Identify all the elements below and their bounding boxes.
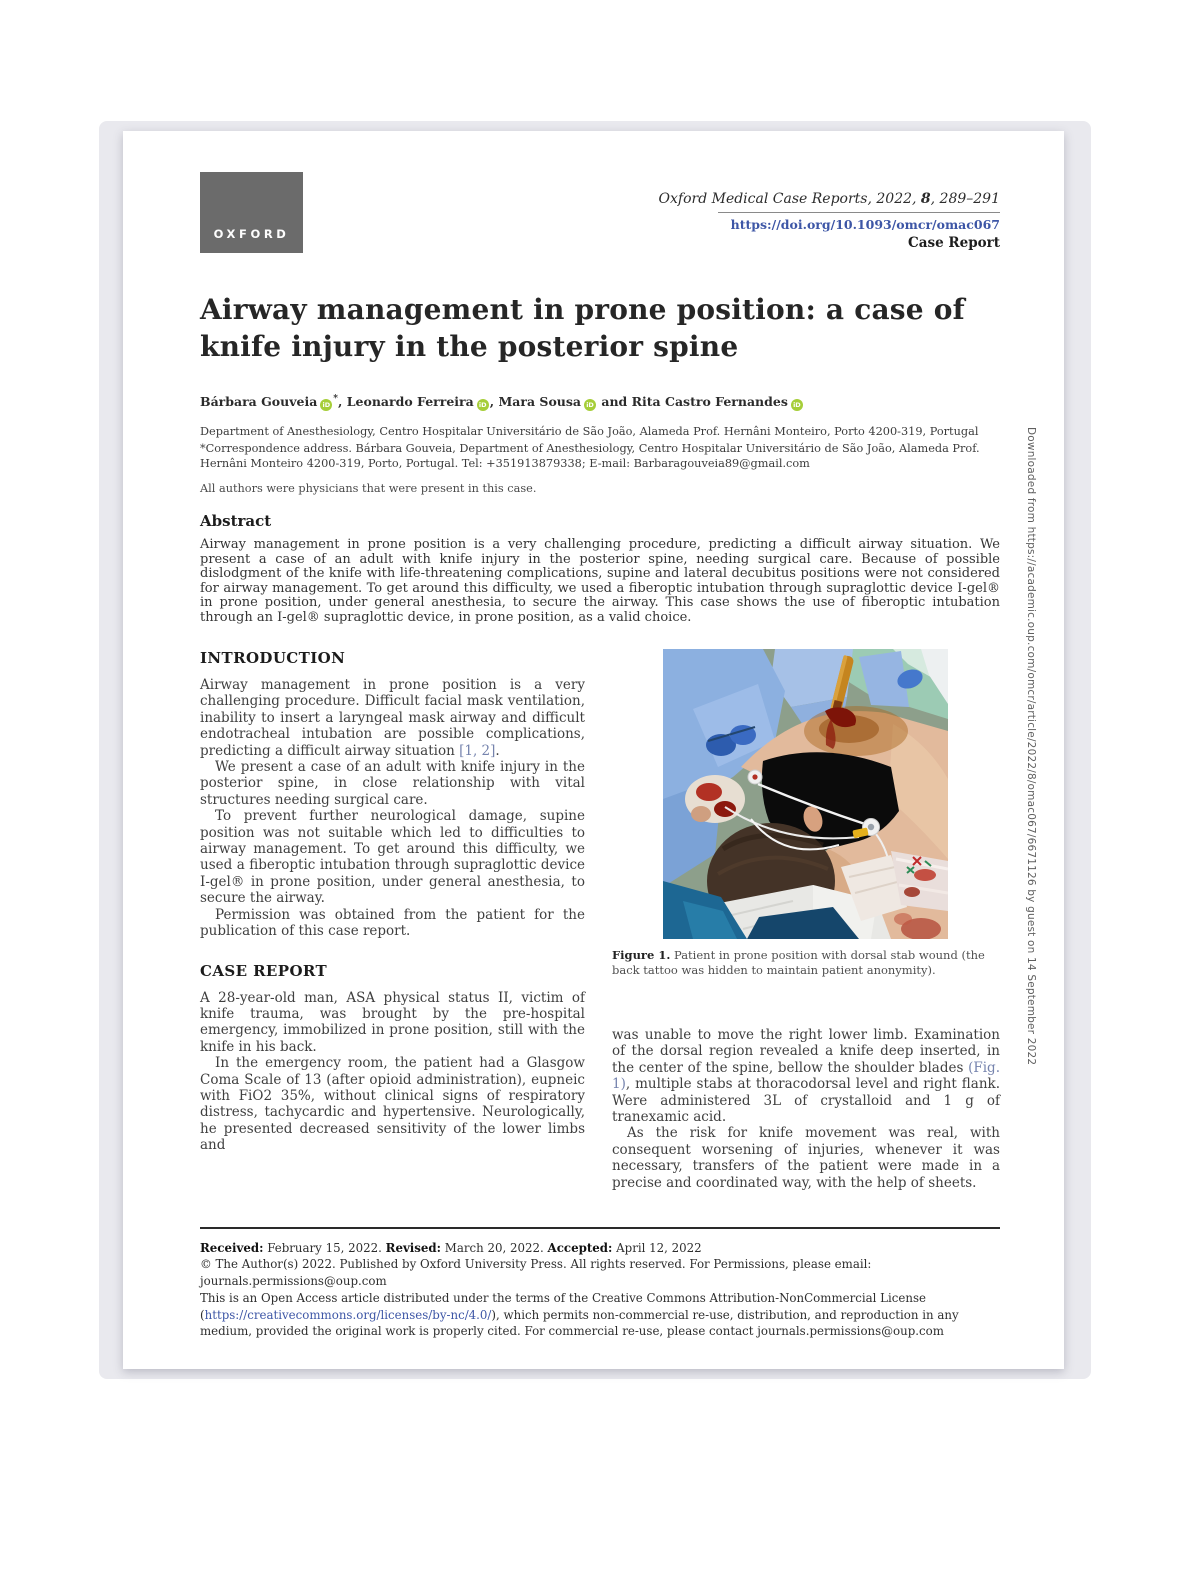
citation-divider	[718, 212, 1000, 213]
author-separator: and	[597, 394, 632, 410]
paragraph: In the emergency room, the patient had a Glasgow Coma Scale of 13 (after opioid administration), eupneic with FiO2 35%, without clinical signs of respiratory distress, tachycardic and hypertensive. Neurologically, he presented decreased sensitivity of the lower limbs and	[200, 1055, 585, 1154]
oxford-logo-text: OXFORD	[213, 227, 290, 241]
author-line	[200, 394, 1000, 411]
doi-link[interactable]: https://doi.org/10.1093/omcr/omac067	[730, 217, 1000, 232]
orcid-icon[interactable]	[584, 399, 596, 411]
paragraph: A 28-year-old man, ASA physical status II, victim of knife trauma, was brought by the pre-hospital emergency, immobilized in prone position, still with the knife in his back.	[200, 989, 585, 1055]
figure-caption-text: Patient in prone position with dorsal stab wound (the back tattoo was hidden to maintain patient anonymity).	[612, 948, 985, 977]
left-column	[200, 649, 585, 1191]
paragraph: As the risk for knife movement was real, with consequent worsening of injuries, whenever it was necessary, transfers of the patient were made in a precise and coordinated way, with the help of sheets.	[612, 1125, 1000, 1191]
figure-reference-link[interactable]: (Fig. 1)	[612, 1059, 1000, 1093]
author-note: All authors were physicians that were present in this case.	[200, 482, 537, 495]
paragraph: To prevent further neurological damage, supine position was not suitable which led to difficulties to airway management. To get around this difficulty, we used a fiberoptic intubation through supraglottic device I-gel® in prone position, under general anesthesia, to secure the airway.	[200, 808, 585, 907]
orcid-icon-label: iD	[322, 401, 331, 410]
received-label: Received:	[200, 1240, 264, 1255]
pdf-viewer-background	[99, 121, 1091, 1379]
paragraph	[612, 1027, 1000, 1125]
case-report-heading: CASE REPORT	[200, 961, 328, 980]
correspondence-mark: *	[333, 394, 339, 404]
citation-post: , 289–291	[930, 191, 1000, 207]
correspondence-address: *Correspondence address. Bárbara Gouveia, Department of Anesthesiology, Centro Hospitalar Universitário de São João, Alameda Prof. Hernâni Monteiro 4200-319, Porto, Portugal. Tel: +351913879338; E-mail: Barbaragouveia89@gmail.com	[200, 442, 980, 470]
copyright-line: © The Author(s) 2022. Published by Oxford University Press. All rights reserved. For Permissions, please email: journals.permissions@oup.com	[200, 1257, 872, 1289]
paragraph-text: .	[495, 742, 500, 759]
article-title: Airway management in prone position: a case of knife injury in the posterior spine	[200, 293, 965, 363]
received-date: February 15, 2022.	[263, 1240, 386, 1255]
citation-volume: 8	[920, 191, 931, 207]
paragraph	[200, 677, 585, 759]
author-name: Rita Castro Fernandes	[631, 394, 788, 410]
journal-citation	[580, 191, 1000, 207]
author-separator: ,	[338, 394, 347, 410]
paragraph-text: , multiple stabs at thoracodorsal level and right flank. Were administered 3L of crystalloid and 1 g of tranexamic acid.	[612, 1076, 1000, 1126]
article-footer	[200, 1227, 1000, 1340]
orcid-icon-label: iD	[793, 401, 801, 410]
accepted-label: Accepted:	[547, 1240, 613, 1255]
right-column	[612, 649, 1000, 1191]
paragraph-text: was unable to move the right lower limb. Examination of the dorsal region revealed a knife deep inserted, in the center of the spine, bellow the shoulder blades	[612, 1027, 1000, 1076]
abstract-body: Airway management in prone position is a very challenging procedure, predicting a difficult airway situation. We present a case of an adult with knife injury in the posterior spine, needing surgical care. Because of possible dislodgment of the knife with life-threatening complications, supine and lateral decubitus positions were not considered for airway management. To get around this difficulty, we used a fiberoptic intubation through supraglottic device I-gel® in prone position, under general anesthesia, to secure the airway. This case shows the use of fiberoptic intubation through an I-gel® supraglottic device, in prone position, as a valid choice.	[200, 537, 1000, 625]
license-text: This is an Open Access article distributed under the terms of the Creative Commons Attribution-NonCommercial License (	[200, 1290, 927, 1322]
accepted-date: April 12, 2022	[612, 1240, 702, 1255]
article-type-label: Case Report	[908, 235, 1000, 251]
paragraph: Permission was obtained from the patient for the publication of this case report.	[200, 906, 585, 940]
license-link[interactable]: https://creativecommons.org/licenses/by-nc/4.0/	[204, 1307, 492, 1322]
journal-header	[580, 191, 1000, 251]
license-text: ), which permits non-commercial re-use, distribution, and reproduction in any medium, provided the original work is properly cited. For commercial re-use, please contact journals.permissions@oup.com	[200, 1307, 959, 1339]
orcid-icon[interactable]	[320, 399, 332, 411]
revised-date: March 20, 2022.	[441, 1240, 548, 1255]
download-watermark: Downloaded from https://academic.oup.com/omcr/article/2022/8/omac067/6671126 by guest on 14 September 2022	[1025, 427, 1037, 1066]
paragraph: We present a case of an adult with knife injury in the posterior spine, in close relationship with vital structures needing surgical care.	[200, 759, 585, 808]
orcid-icon-label: iD	[586, 401, 594, 410]
orcid-icon-label: iD	[478, 401, 487, 410]
author-name: Mara Sousa	[498, 394, 581, 410]
oxford-logo	[200, 172, 303, 253]
revised-label: Revised:	[385, 1240, 442, 1255]
history-line	[200, 1240, 1000, 1257]
figure-label: Figure 1.	[612, 948, 671, 962]
figure-1-image	[663, 649, 948, 939]
author-separator: ,	[489, 394, 499, 410]
affiliation: Department of Anesthesiology, Centro Hospitalar Universitário de São João, Alameda Prof. Hernâni Monteiro, Porto 4200-319, Portugal	[200, 425, 979, 438]
article-page	[123, 131, 1064, 1369]
orcid-icon[interactable]	[477, 399, 489, 411]
footer-divider	[200, 1227, 1000, 1229]
author-name: Leonardo Ferreira	[346, 394, 474, 410]
clinical-photo-illustration	[663, 649, 948, 939]
author-name: Bárbara Gouveia	[200, 394, 318, 410]
figure-1-caption	[612, 948, 1000, 977]
introduction-heading: INTRODUCTION	[200, 649, 346, 667]
citation-pre: Oxford Medical Case Reports, 2022,	[658, 191, 921, 207]
reference-citation-link[interactable]: [1, 2]	[459, 742, 496, 759]
article-columns	[200, 649, 1000, 1191]
paragraph-text: Airway management in prone position is a very challenging procedure. Difficult facial mask ventilation, inability to insert a laryngeal mask airway and difficult endotracheal intubation are possible complications, predicting a difficult airway situation	[200, 677, 585, 759]
license-paragraph	[200, 1290, 1000, 1340]
orcid-icon[interactable]	[791, 399, 803, 411]
abstract-heading: Abstract	[200, 512, 272, 530]
